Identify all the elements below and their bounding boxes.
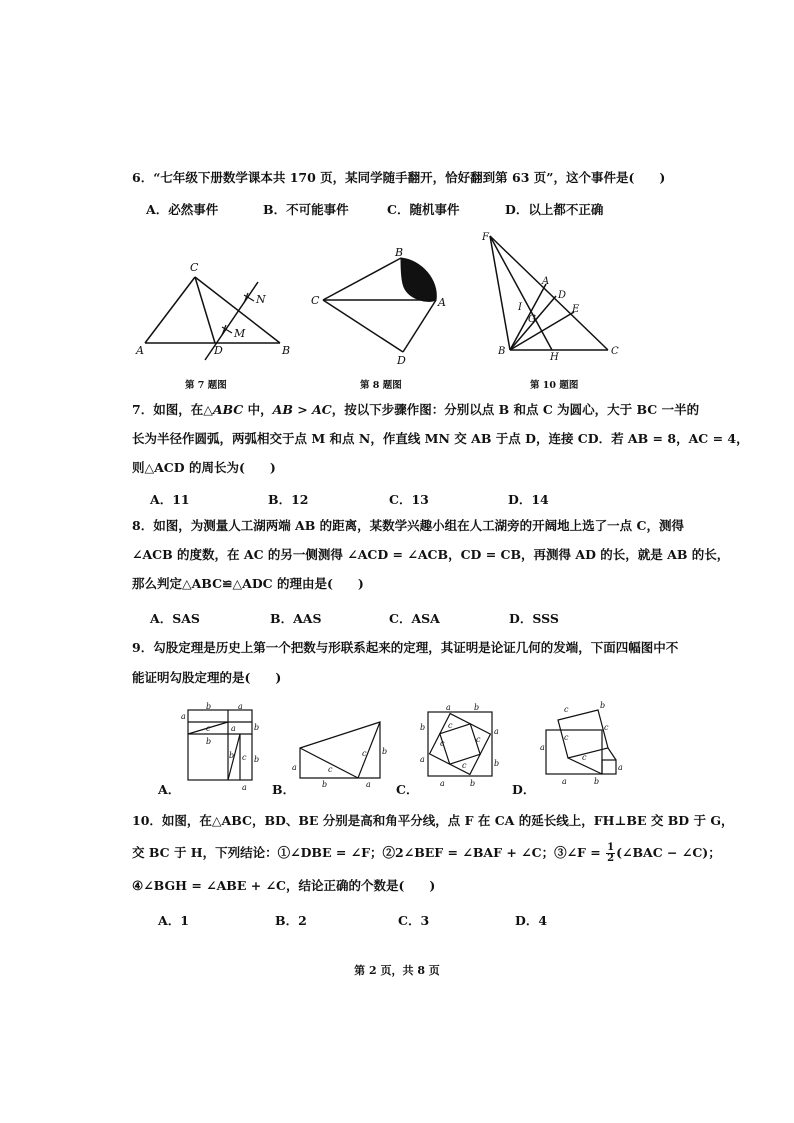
q7-option-c: C．13	[389, 492, 429, 507]
fig10-label-d: D	[558, 290, 567, 301]
q7-line-3: 则△ACD 的周长为( )	[132, 460, 276, 475]
svg-text:b: b	[206, 702, 212, 711]
q8-line-1: 8．如图，为测量人工湖两端 AB 的距离，某数学兴趣小组在人工湖旁的开阔地上选了一点 C，测得	[132, 518, 684, 533]
svg-text:b: b	[594, 777, 600, 786]
q9-option-b: B．	[272, 782, 296, 797]
fig8-label-c: C	[311, 294, 320, 307]
fig10-label-a: A	[542, 276, 550, 287]
svg-text:b: b	[470, 779, 476, 788]
q9-option-c: C．	[396, 782, 419, 797]
q9-line-2: 能证明勾股定理的是( )	[132, 670, 282, 685]
fig10-label-e: E	[572, 304, 580, 315]
svg-text:a: a	[231, 724, 236, 733]
q7-option-a: A．11	[150, 492, 190, 507]
svg-text:a: a	[292, 763, 297, 772]
svg-text:a: a	[540, 743, 545, 752]
lake-shape	[401, 258, 436, 301]
svg-text:c: c	[328, 765, 333, 774]
q9-line-1: 9．勾股定理是历史上第一个把数与形联系起来的定理，其证明是论证几何的发端，下面四幅图中不	[132, 640, 679, 655]
q7-line-2: 长为半径作圆弧，两弧相交于点 M 和点 N，作直线 MN 交 AB 于点 D，连接 CD．若 AB = 8，AC = 4，	[132, 431, 749, 446]
q10-line-3: ④∠BGH = ∠ABE + ∠C，结论正确的个数是( )	[132, 878, 436, 893]
svg-text:c: c	[448, 721, 453, 730]
q6-option-d: D．以上都不正确	[505, 202, 604, 217]
q9-option-a: A．	[158, 782, 181, 797]
fig7-label-m: M	[234, 327, 246, 340]
q10-fraction: $\frac{1}{2}$	[607, 842, 615, 864]
fig10-caption: 第 10 题图	[530, 380, 579, 391]
fig8-label-b: B	[395, 246, 404, 259]
svg-text:a: a	[440, 779, 445, 788]
fig8-label-a: A	[438, 296, 446, 309]
svg-text:c: c	[604, 723, 609, 732]
svg-text:a: a	[446, 703, 451, 712]
q8-line-2: ∠ACB 的度数，在 AC 的另一侧测得 ∠ACD = ∠ACB，CD = CB，再测得 AD 的长，就是 AB 的长，	[132, 547, 730, 562]
page-footer: 第 2 页，共 8 页	[354, 964, 440, 977]
figure-10	[478, 226, 628, 361]
fig7-label-d: D	[214, 344, 223, 357]
fig8-caption: 第 8 题图	[360, 380, 402, 391]
svg-text:c: c	[462, 761, 467, 770]
fig10-label-h: H	[550, 352, 559, 363]
fig7-label-b: B	[282, 344, 291, 357]
q8-option-d: D．SSS	[509, 611, 559, 626]
svg-text:a: a	[420, 755, 425, 764]
q6-stem: 6．“七年级下册数学课本共 170 页，某同学随手翻开，恰好翻到第 63 页”，这个事件是( )	[132, 170, 666, 185]
svg-text:c: c	[206, 724, 211, 733]
svg-text:c: c	[564, 705, 569, 714]
q10-option-d: D．4	[515, 913, 548, 928]
q6-option-a: A．必然事件	[146, 202, 219, 217]
q6-option-c: C．随机事件	[387, 202, 460, 217]
q9-figure-c	[418, 700, 503, 790]
svg-text:b: b	[229, 751, 235, 760]
q10-option-a: A．1	[158, 913, 189, 928]
svg-text:c: c	[564, 733, 569, 742]
q7-option-b: B．12	[268, 492, 309, 507]
figure-8	[305, 240, 455, 370]
fig10-label-i: I	[518, 302, 522, 313]
svg-text:c: c	[440, 739, 445, 748]
q8-line-3: 那么判定△ABC≌△ADC 的理由是( )	[132, 576, 364, 591]
svg-text:b: b	[494, 759, 500, 768]
fig8-label-d: D	[397, 354, 406, 367]
q10-line-2: 交 BC 于 H，下列结论：①∠DBE = ∠F；②2∠BEF = ∠BAF + ∠C；③∠F = $\frac{1}{2}$ (∠BAC − ∠C)；	[132, 842, 721, 864]
svg-text:b: b	[206, 737, 212, 746]
fig10-label-f: F	[482, 232, 489, 243]
fig7-label-n: N	[256, 293, 266, 306]
svg-text:a: a	[494, 727, 499, 736]
fig10-label-c: C	[611, 346, 619, 357]
svg-text:b: b	[420, 723, 426, 732]
q10-option-c: C．3	[398, 913, 430, 928]
q9-option-d: D．	[512, 782, 536, 797]
figure-7	[130, 255, 300, 370]
svg-text:c: c	[362, 749, 367, 758]
q6-option-b: B．不可能事件	[263, 202, 349, 217]
svg-text:c: c	[476, 735, 481, 744]
svg-text:b: b	[600, 701, 606, 710]
q10-option-b: B．2	[275, 913, 307, 928]
fig7-label-c: C	[190, 261, 199, 274]
svg-text:a: a	[618, 763, 623, 772]
svg-text:a: a	[242, 783, 247, 792]
svg-text:a: a	[366, 780, 371, 789]
q9-figure-b	[292, 712, 392, 787]
svg-text:a: a	[238, 702, 243, 711]
q8-option-b: B．AAS	[270, 611, 322, 626]
fig10-label-b: B	[498, 346, 506, 357]
fig10-label-g: G	[528, 314, 536, 325]
q7-option-d: D．14	[508, 492, 549, 507]
q8-option-a: A．SAS	[150, 611, 200, 626]
svg-text:a: a	[562, 777, 567, 786]
q7-line-1: 7．如图，在△ABC 中，AB > AC，按以下步骤作图：分别以点 B 和点 C 为圆心，大于 BC 一半的	[132, 402, 700, 417]
svg-text:c: c	[582, 753, 587, 762]
svg-text:a: a	[181, 712, 186, 721]
svg-text:b: b	[382, 747, 388, 756]
q8-option-c: C．ASA	[389, 611, 440, 626]
q9-figure-d	[532, 700, 632, 790]
fig7-label-a: A	[136, 344, 144, 357]
svg-text:c: c	[242, 753, 247, 762]
svg-text:b: b	[474, 703, 480, 712]
fig7-caption: 第 7 题图	[185, 380, 227, 391]
q10-line-1: 10．如图，在△ABC，BD、BE 分别是高和角平分线，点 F 在 CA 的延长线上，FH⊥BE 交 BD 于 G，	[132, 813, 734, 828]
q9-figure-a	[178, 700, 263, 795]
svg-text:b: b	[322, 780, 328, 789]
svg-text:b: b	[254, 755, 260, 764]
svg-text:b: b	[254, 723, 260, 732]
